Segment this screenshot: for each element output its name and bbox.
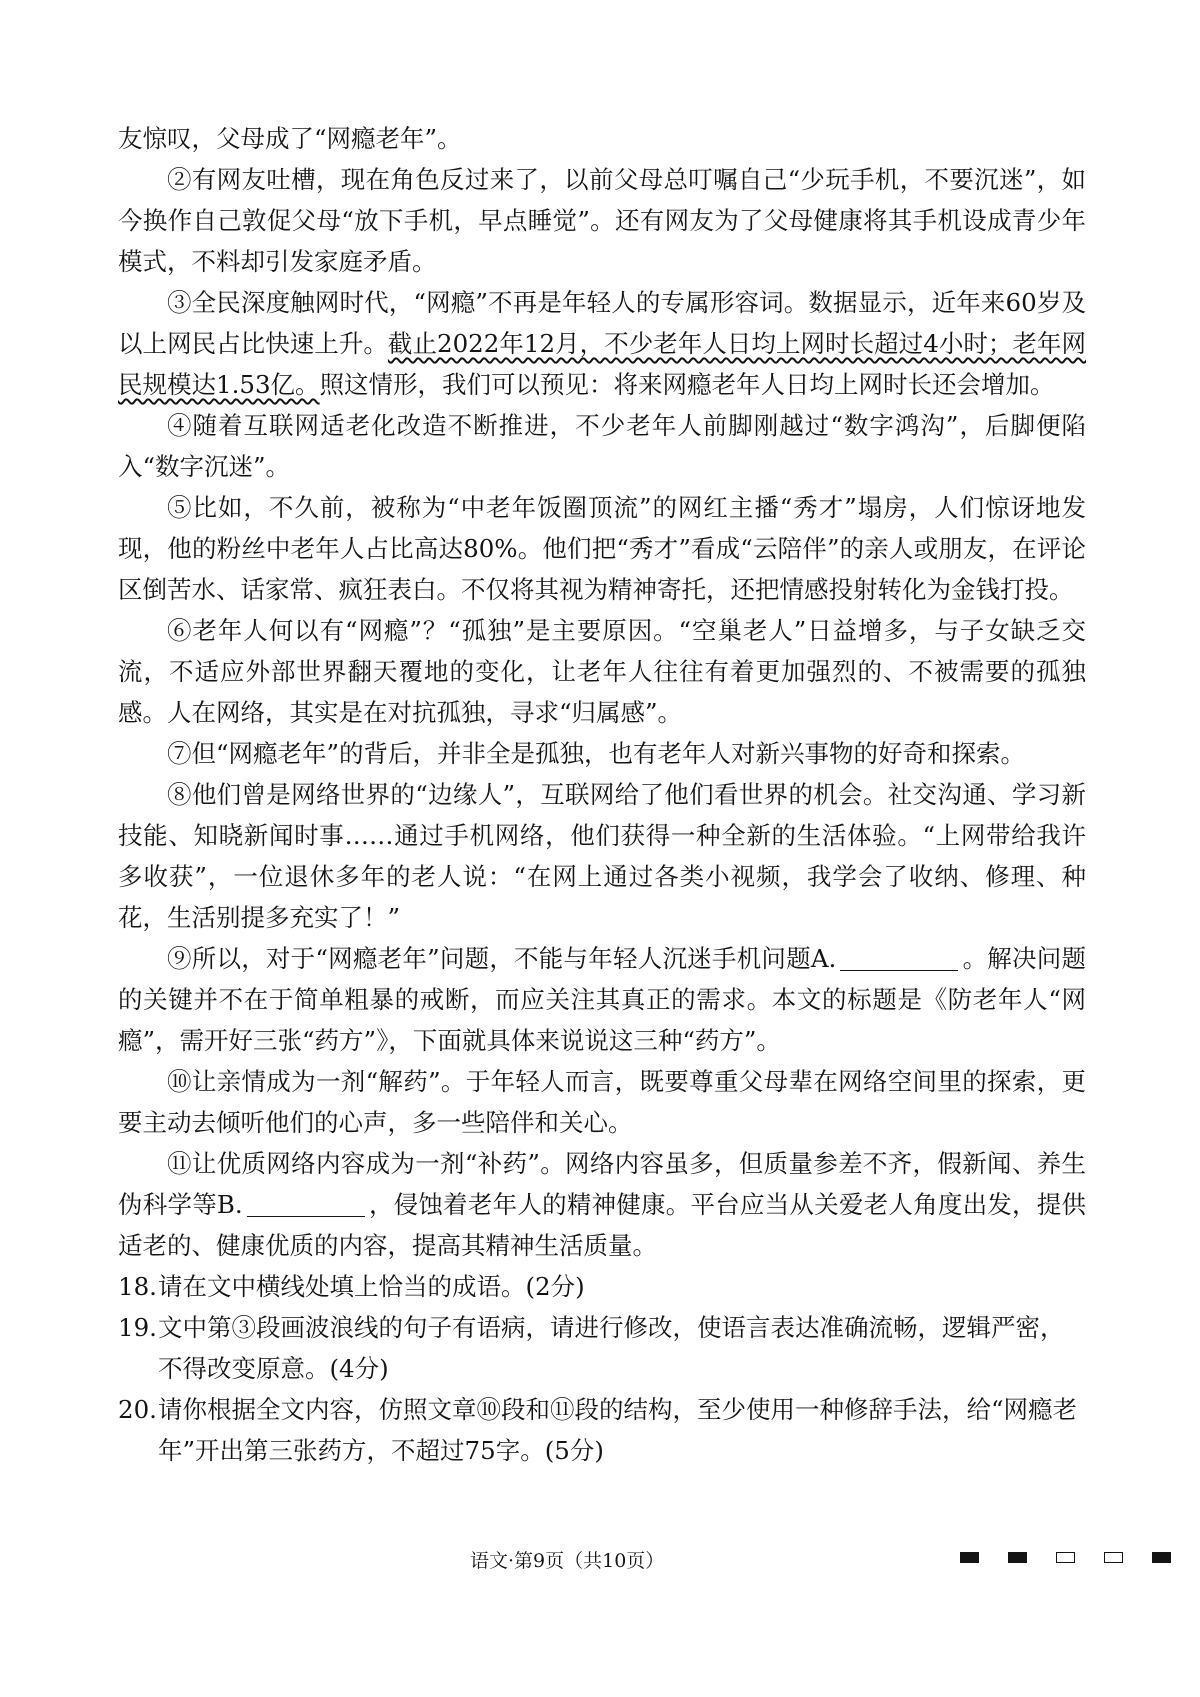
paragraph-6: ⑥老年人何以有“网瘾”？“孤独”是主要原因。“空巢老人”日益增多，与子女缺乏交流，不适应外部世界翻天覆地的变化，让老年人往往有着更加强烈的、不被需要的孤独感。人在网络，其实是在对抗孤独，寻求“归属感”。	[118, 616, 1086, 727]
page-number-label: 语文·第9页（共10页）	[470, 1550, 665, 1572]
question-text: 请你根据全文内容，仿照文章⑩段和⑪段的结构，至少使用一种修辞手法，给“网瘾老年”开出第三张药方，不超过75字。(5分)	[158, 1395, 1078, 1465]
page-mark-3	[1056, 1552, 1075, 1563]
question-19	[118, 1307, 1086, 1389]
page-mark-5	[1152, 1552, 1171, 1563]
question-number: 20.	[118, 1395, 157, 1424]
page-footer	[0, 1540, 1200, 1580]
paragraph-2: ②有网友吐槽，现在角色反过来了，以前父母总叮嘱自己“少玩手机，不要沉迷”，如今换作自己敦促父母“放下手机，早点睡觉”。还有网友为了父母健康将其手机设成青少年模式，不料却引发家庭矛盾。	[118, 165, 1086, 276]
paragraph-4: ④随着互联网适老化改造不断推进，不少老年人前脚刚越过“数字鸿沟”，后脚便陷入“数字沉迷”。	[118, 411, 1086, 481]
paragraph-9-after: 。解决问题的关键并不在于简单粗暴的戒断，而应关注其真正的需求。本文的标题是《防老年人“网瘾”，需开好三张“药方”》，下面就具体来说说这三种“药方”。	[118, 944, 1087, 1055]
question-text: 请在文中横线处填上恰当的成语。(2分)	[158, 1272, 585, 1301]
page-mark-2	[1008, 1552, 1027, 1563]
paragraph-9	[118, 938, 1086, 1061]
answer-blank-b[interactable]	[247, 1190, 365, 1217]
passage	[118, 118, 1086, 1471]
question-text: 文中第③段画波浪线的句子有语病，请进行修改，使语言表达准确流畅，逻辑严密，不得改变原意。(4分)	[158, 1313, 1065, 1383]
paragraph-5: ⑤比如，不久前，被称为“中老年饭圈顶流”的网红主播“秀才”塌房，人们惊讶地发现，他的粉丝中老年人占比高达80%。他们把“秀才”看成“云陪伴”的亲人或朋友，在评论区倒苦水、话家常、疯狂表白。不仅将其视为精神寄托，还把情感投射转化为金钱打投。	[118, 493, 1086, 604]
paragraph-7: ⑦但“网瘾老年”的背后，并非全是孤独，也有老年人对新兴事物的好奇和探索。	[167, 739, 1026, 768]
paragraph-11-after: ，侵蚀着老年人的精神健康。平台应当从关爱老人角度出发，提供适老的、健康优质的内容，提高其精神生活质量。	[118, 1190, 1087, 1260]
paragraph-9-before: ⑨所以，对于“网瘾老年”问题，不能与年轻人沉迷手机问题A.	[167, 944, 837, 973]
paragraph-10: ⑩让亲情成为一剂“解药”。于年轻人而言，既要尊重父母辈在网络空间里的探索，更要主动去倾听他们的心声，多一些陪伴和关心。	[118, 1067, 1086, 1137]
question-number: 19.	[118, 1313, 157, 1342]
question-number: 18.	[118, 1272, 157, 1301]
paragraph-continuation: 友惊叹，父母成了“网瘾老年”。	[118, 124, 462, 153]
page-mark-1	[960, 1552, 979, 1563]
paragraph-3-before: ③全民深度触网时代，“网瘾”不再是年轻人的专属形容词。数据显示，近年来60岁及以上网民占比快速上升。	[118, 288, 1086, 358]
question-18	[118, 1266, 1086, 1307]
paragraph-11-before: ⑪让优质网络内容成为一剂“补药”。网络内容虽多，但质量参差不齐，假新闻、养生伪科学等B.	[118, 1149, 1086, 1219]
paragraph-11	[118, 1143, 1086, 1266]
question-20	[118, 1389, 1086, 1471]
answer-blank-a[interactable]	[840, 944, 958, 971]
paragraph-3-after: 照这情形，我们可以预见：将来网瘾老年人日均上网时长还会增加。	[319, 370, 1055, 399]
paragraph-8: ⑧他们曾是网络世界的“边缘人”，互联网给了他们看世界的机会。社交沟通、学习新技能、知晓新闻时事……通过手机网络，他们获得一种全新的生活体验。“上网带给我许多收获”，一位退休多年的老人说：“在网上通过各类小视频，我学会了收纳、修理、种花，生活别提多充实了！”	[118, 780, 1086, 932]
paragraph-3	[118, 282, 1086, 405]
page-mark-4	[1104, 1552, 1123, 1563]
wavy-underlined-sentence: 截止2022年12月，不少老年人日均上网时长超过4小时；老年网民规模达1.53亿。	[118, 329, 1086, 399]
